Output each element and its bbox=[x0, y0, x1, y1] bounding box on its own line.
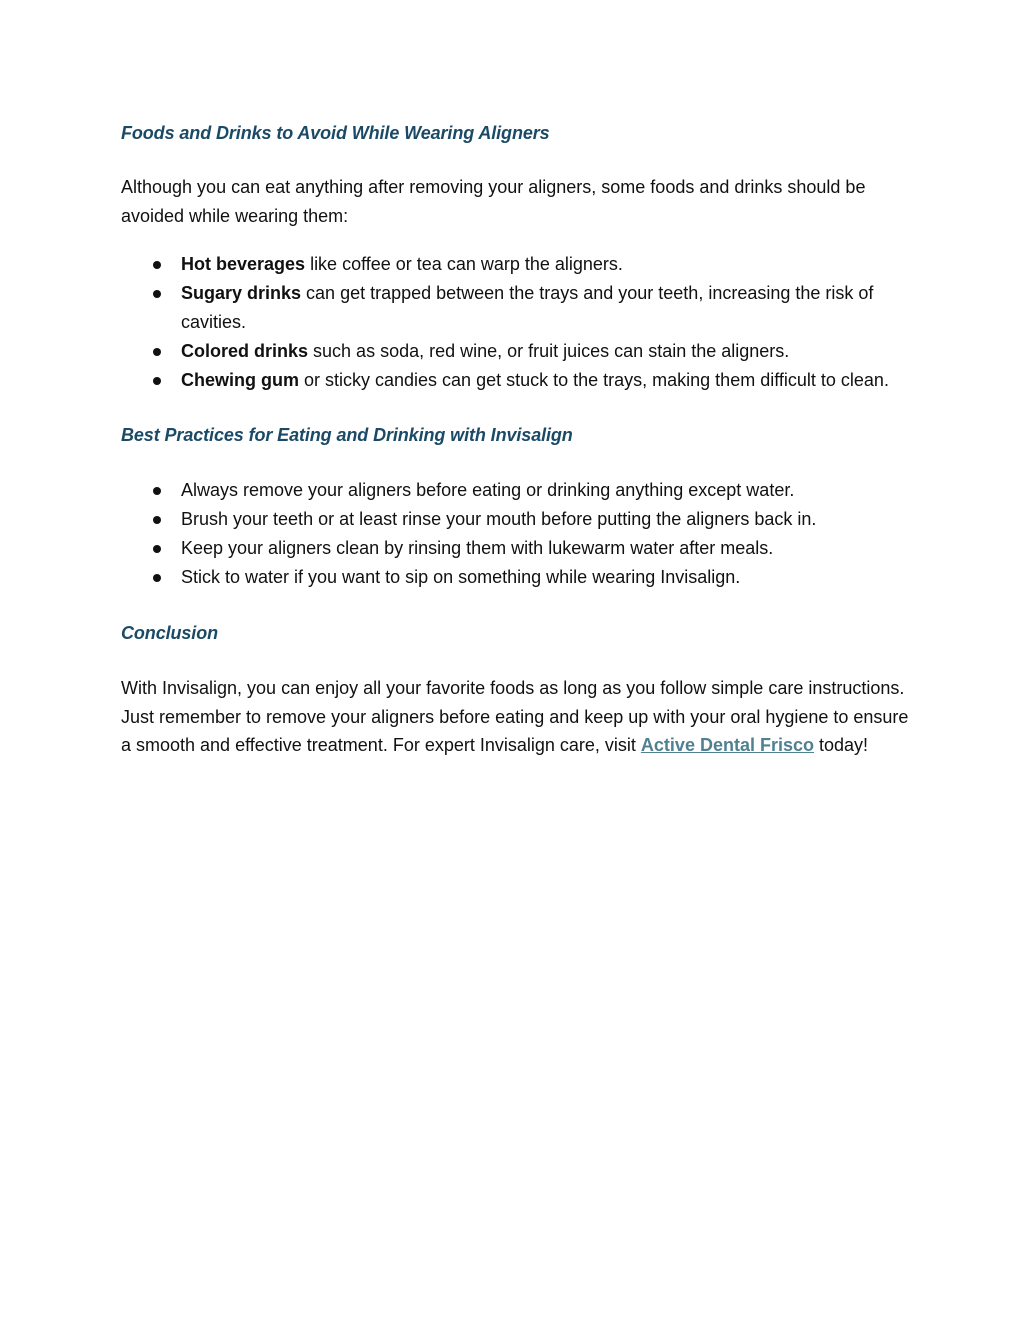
practices-list bbox=[121, 476, 911, 592]
item-text: can get trapped between the trays and your teeth, increasing the risk of cavities. bbox=[181, 283, 874, 332]
item-text: Always remove your aligners before eating or drinking anything except water. bbox=[181, 480, 795, 500]
conclusion-text-end: today! bbox=[813, 735, 869, 755]
item-text: Stick to water if you want to sip on something while wearing Invisalign. bbox=[181, 567, 741, 587]
list-item bbox=[121, 279, 911, 337]
item-text: Brush your teeth or at least rinse your mouth before putting the aligners back in. bbox=[181, 509, 817, 529]
item-bold-label: Colored drinks bbox=[181, 341, 309, 361]
list-item bbox=[121, 250, 911, 279]
item-bold-label: Chewing gum bbox=[181, 370, 299, 390]
list-item bbox=[121, 505, 911, 534]
list-item bbox=[121, 476, 911, 505]
item-text: such as soda, red wine, or fruit juices can stain the aligners. bbox=[308, 341, 790, 361]
conclusion-text: With Invisalign, you can enjoy all your favorite foods as long as you follow simple care instructions. Just remember to remove your aligners before eating and keep up with your oral hygiene to ensure a smooth and effective treatment. For expert Invisalign care, visit bbox=[121, 678, 909, 755]
avoid-list bbox=[121, 250, 911, 395]
item-text: Keep your aligners clean by rinsing them with lukewarm water after meals. bbox=[181, 538, 774, 558]
bullet-icon bbox=[153, 545, 161, 553]
intro-paragraph: Although you can eat anything after removing your aligners, some foods and drinks should be avoided while wearing them: bbox=[121, 177, 866, 226]
item-text: or sticky candies can get stuck to the trays, making them difficult to clean. bbox=[299, 370, 889, 390]
list-item bbox=[121, 337, 911, 366]
bullet-icon bbox=[153, 261, 161, 269]
list-item bbox=[121, 366, 911, 395]
conclusion-paragraph bbox=[121, 674, 911, 760]
bullet-icon bbox=[153, 574, 161, 582]
section-heading-conclusion: Conclusion bbox=[121, 623, 218, 643]
active-dental-frisco-link[interactable]: Active Dental Frisco bbox=[640, 735, 814, 755]
list-item bbox=[121, 563, 911, 592]
bullet-icon bbox=[153, 377, 161, 385]
bullet-icon bbox=[153, 487, 161, 495]
bullet-icon bbox=[153, 348, 161, 356]
document-page bbox=[121, 118, 911, 760]
item-text: like coffee or tea can warp the aligners. bbox=[305, 254, 623, 274]
item-bold-label: Hot beverages bbox=[181, 254, 306, 274]
bullet-icon bbox=[153, 516, 161, 524]
bullet-icon bbox=[153, 290, 161, 298]
section-heading-practices: Best Practices for Eating and Drinking with Invisalign bbox=[121, 425, 573, 445]
section-heading-avoid: Foods and Drinks to Avoid While Wearing Aligners bbox=[121, 123, 550, 143]
list-item bbox=[121, 534, 911, 563]
item-bold-label: Sugary drinks bbox=[181, 283, 302, 303]
